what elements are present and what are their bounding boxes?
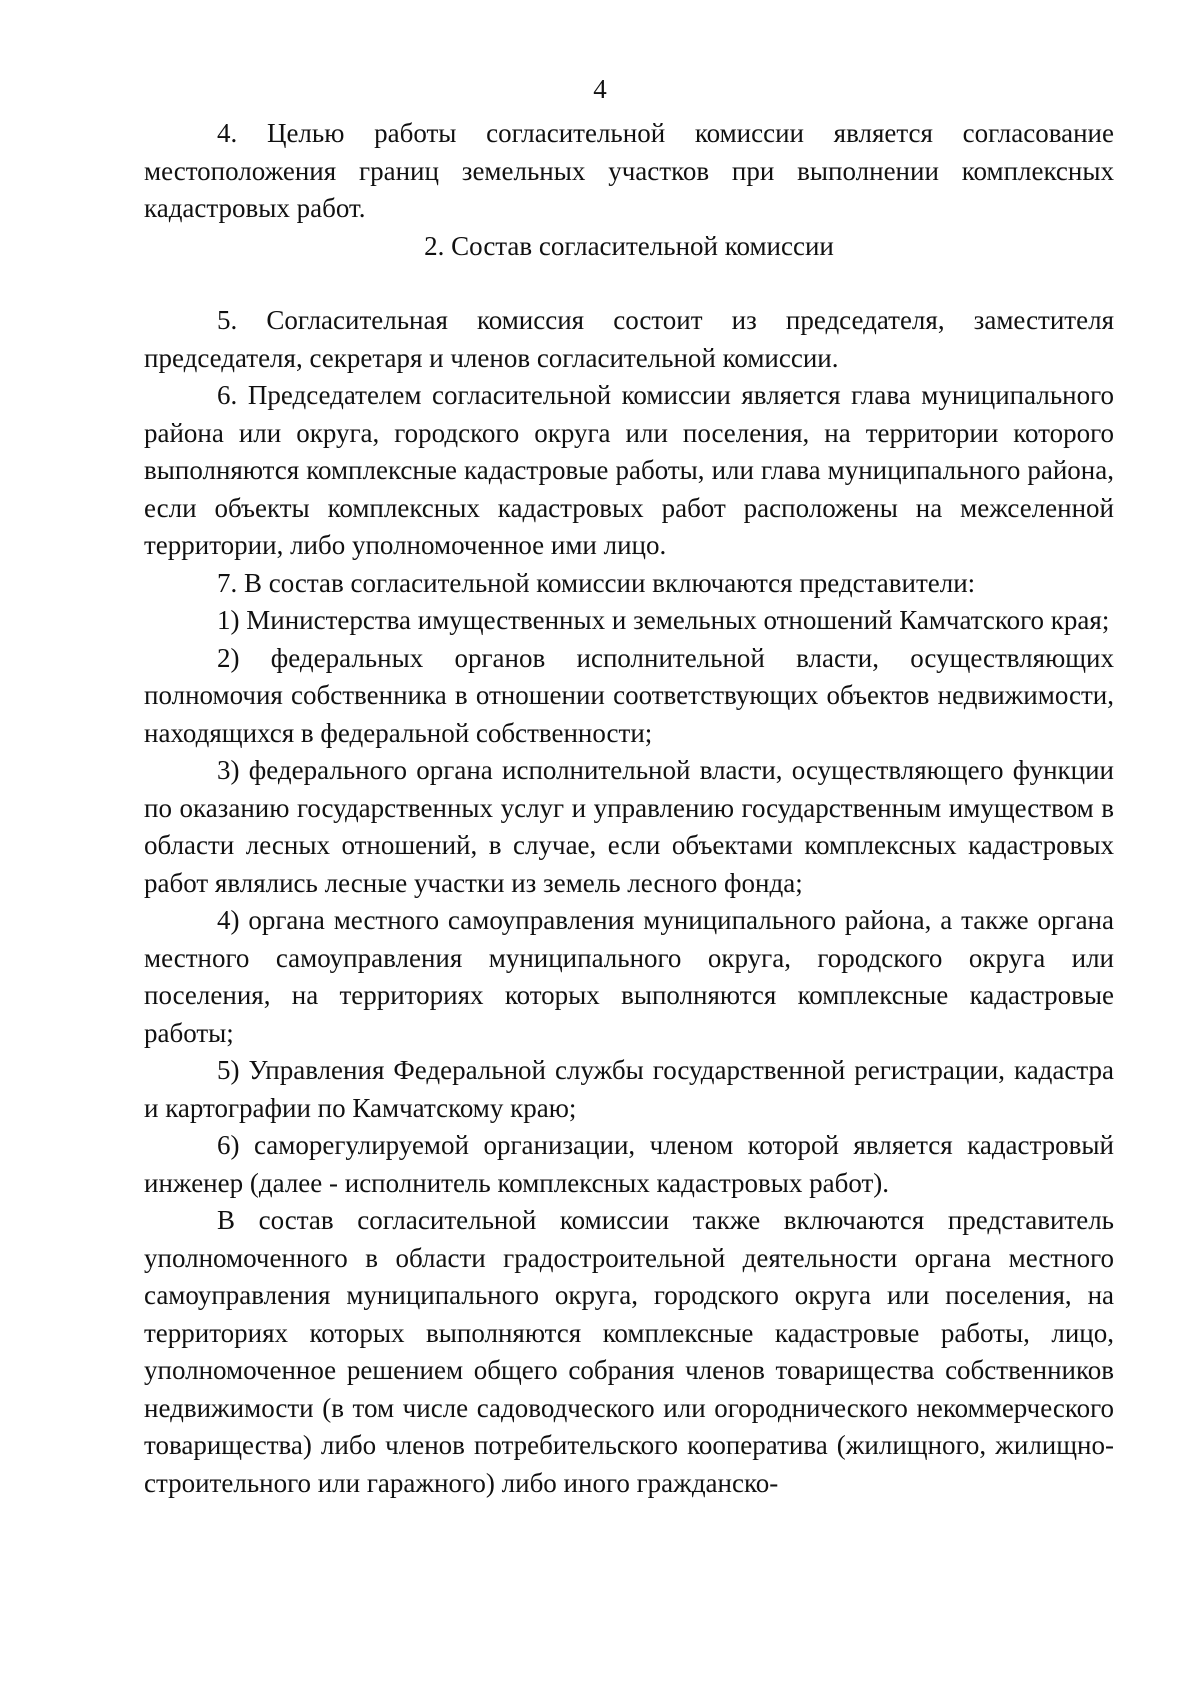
list-item-4: 4) органа местного самоуправления муниципального района, а также органа местного самоуправления муниципального округа, городского округа или поселения, на территориях которых выполняются комплексные кадастровые работы; — [144, 905, 1114, 1048]
list-item-6: 6) саморегулируемой организации, членом которой является кадастровый инженер (далее - исполнитель комплексных кадастровых работ). — [144, 1130, 1114, 1198]
list-item-1: 1) Министерства имущественных и земельных отношений Камчатского края; — [217, 605, 1110, 635]
list-item-2: 2) федеральных органов исполнительной власти, осуществляющих полномочия собственника в отношении соответствующих объектов недвижимости, находящихся в федеральной собственности; — [144, 642, 1114, 748]
paragraph-4: 4. Целью работы согласительной комиссии является согласование местоположения границ земельных участков при выполнении комплексных кадастровых работ. — [144, 118, 1114, 223]
list-item-5: 5) Управления Федеральной службы государственной регистрации, кадастра и картографии по Камчатскому краю; — [144, 1055, 1114, 1123]
document-body — [144, 115, 1114, 1502]
paragraph-5: 5. Согласительная комиссия состоит из председателя, заместителя председателя, секретаря и членов согласительной комиссии. — [144, 305, 1114, 373]
page-number: 4 — [593, 74, 607, 104]
paragraph-6: 6. Председателем согласительной комиссии является глава муниципального района или округа, городского округа или поселения, на территории которого выполняются комплексные кадастровые работы, или глава муниципального района, если объекты комплексных кадастровых работ расположены на межселенной территории, либо уполномоченное ими лицо. — [144, 380, 1114, 560]
paragraph-additional-members: В состав согласительной комиссии также включаются представитель уполномоченного в области градостроительной деятельности органа местного самоуправления муниципального округа, городского округа или поселения, на территориях которых выполняются комплексные кадастровые работы, лицо, уполномоченное решением общего собрания членов товарищества собственников недвижимости (в том числе садоводческого или огороднического некоммерческого товарищества) либо членов потребительского кооператива (жилищного, жилищно-строительного или гаражного) либо иного гражданско- — [144, 1205, 1114, 1498]
section-heading: 2. Состав согласительной комиссии — [424, 230, 834, 261]
paragraph-7: 7. В состав согласительной комиссии включаются представители: — [217, 567, 976, 598]
list-item-3: 3) федерального органа исполнительной власти, осуществляющего функции по оказанию государственных услуг и управлению государственным имуществом в области лесных отношений, в случае, если объектами комплексных кадастровых работ являлись лесные участки из земель лесного фонда; — [144, 755, 1114, 898]
